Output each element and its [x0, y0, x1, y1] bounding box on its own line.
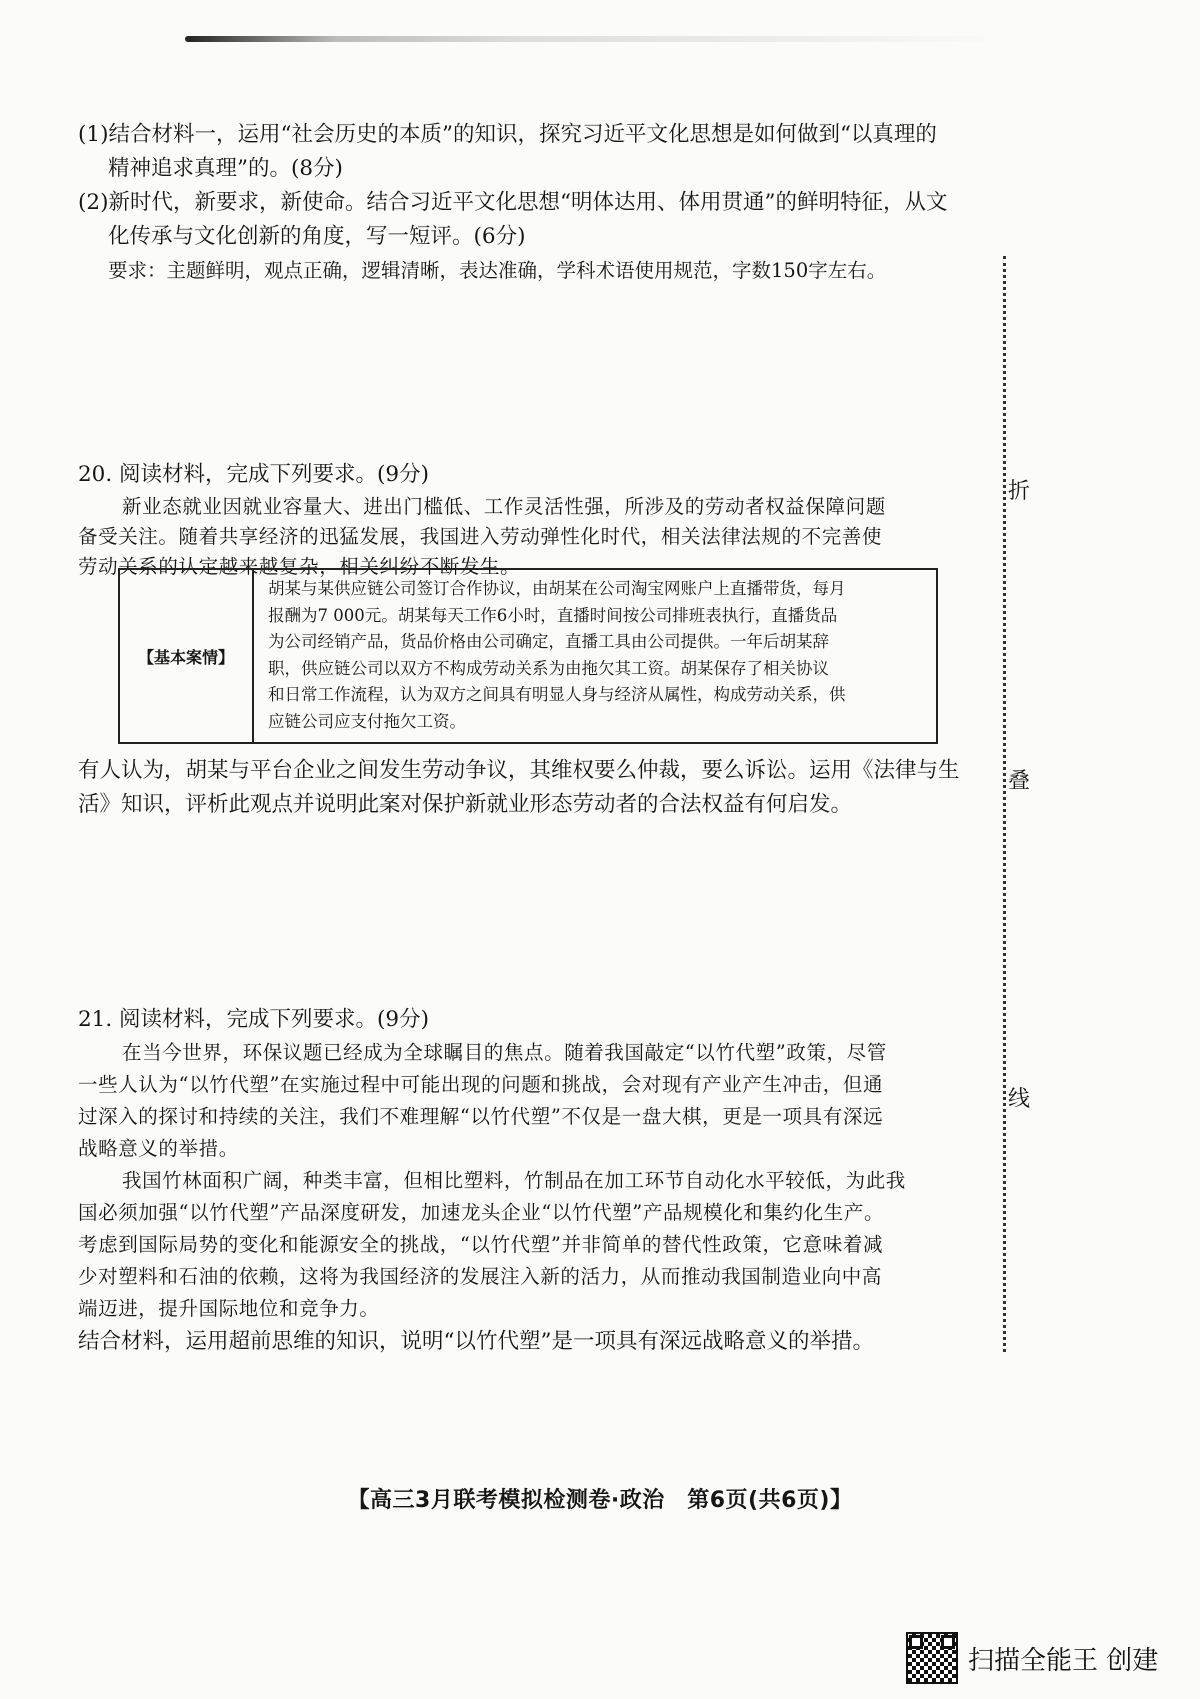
- q21-title: 21. 阅读材料，完成下列要求。(9分): [78, 1007, 429, 1032]
- fold-char-die: 叠: [1008, 758, 1030, 801]
- case-line: 和日常工作流程，认为双方之间具有明显人身与经济从属性，构成劳动关系，供: [268, 685, 846, 704]
- q21-para2-line: 国必须加强“以竹代塑”产品深度研发，加速龙头企业“以竹代塑”产品规模化和集约化生产。: [78, 1201, 885, 1224]
- q2-line2: 化传承与文化创新的角度，写一短评。(6分): [108, 224, 526, 249]
- q20-title: 20. 阅读材料，完成下列要求。(9分): [78, 462, 429, 487]
- top-questions: [78, 118, 958, 288]
- q20-question-line: 有人认为，胡某与平台企业之间发生劳动争议，其维权要么仲裁，要么诉讼。运用《法律与生: [78, 758, 960, 783]
- case-line: 为公司经销产品，货品价格由公司确定，直播工具由公司提供。一年后胡某辞: [268, 632, 829, 651]
- case-line: 报酬为7 000元。胡某每天工作6小时，直播时间按公司排班表执行，直播货品: [268, 605, 838, 625]
- q21-para2-line: 端迈进，提升国际地位和竞争力。: [78, 1297, 380, 1320]
- scanner-watermark: 扫描全能王 创建: [968, 1646, 1159, 1676]
- question-20: [78, 458, 958, 582]
- page-footer: 【高三3月联考模拟检测卷·政治 第6页(共6页)】: [347, 1488, 853, 1513]
- q21-para1-line: 一些人认为“以竹代塑”在实施过程中可能出现的问题和挑战，会对现有产业产生冲击，但通: [78, 1073, 884, 1096]
- fold-char-xian: 线: [1008, 1076, 1030, 1119]
- q20-material-line: 备受关注。随着共享经济的迅猛发展，我国进入劳动弹性化时代，相关法律法规的不完善使: [78, 525, 883, 548]
- q21-para2-line: 考虑到国际局势的变化和能源安全的挑战，“以竹代塑”并非简单的替代性政策，它意味着减: [78, 1233, 884, 1256]
- q20-material-line: 新业态就业因就业容量大、进出门槛低、工作灵活性强，所涉及的劳动者权益保障问题: [122, 495, 886, 518]
- q2-requirement: 要求：主题鲜明，观点正确，逻辑清晰，表达准确，学科术语使用规范，字数150字左右。: [108, 259, 887, 282]
- q2-line1: (2)新时代，新要求，新使命。结合习近平文化思想“明体达用、体用贯通”的鲜明特征，从文: [78, 190, 948, 215]
- qr-code-icon: [906, 1632, 958, 1684]
- q1-line2: 精神追求真理”的。(8分): [108, 156, 343, 181]
- q21-question: 结合材料，运用超前思维的知识，说明“以竹代塑”是一项具有深远战略意义的举措。: [78, 1329, 874, 1354]
- q21-para2-line: 我国竹林面积广阔，种类丰富，但相比塑料，竹制品在加工环节自动化水平较低，为此我: [122, 1169, 906, 1192]
- case-text: [254, 570, 936, 742]
- case-box: [118, 568, 938, 744]
- q21-para2-line: 少对塑料和石油的依赖，这将为我国经济的发展注入新的活力，从而推动我国制造业向中高: [78, 1265, 883, 1288]
- fold-dotted-line: [1003, 256, 1006, 1352]
- scan-edge-mark: [185, 36, 1015, 42]
- case-line: 职，供应链公司以双方不构成劳动关系为由拖欠其工资。胡某保存了相关协议: [268, 658, 829, 678]
- q1-line1: (1)结合材料一，运用“社会历史的本质”的知识，探究习近平文化思想是如何做到“以真理的: [78, 122, 937, 147]
- fold-char-zhe: 折: [1008, 468, 1030, 511]
- case-label: 【基本案情】: [120, 570, 254, 742]
- case-line: 胡某与某供应链公司签订合作协议，由胡某在公司淘宝网账户上直播带货，每月: [268, 579, 846, 598]
- q20-material-line: 劳动关系的认定越来越复杂，相关纠纷不断发生。: [78, 555, 521, 578]
- q20-question-line: 活》知识，评析此观点并说明此案对保护新就业形态劳动者的合法权益有何启发。: [78, 792, 853, 817]
- q21-para1-line: 战略意义的举措。: [78, 1137, 239, 1160]
- q20-question: [78, 754, 958, 822]
- q21-para1-line: 在当今世界，环保议题已经成为全球瞩目的焦点。随着我国敲定“以竹代塑”政策，尽管: [122, 1041, 887, 1064]
- case-line: 应链公司应支付拖欠工资。: [268, 711, 466, 731]
- q21-para1-line: 过深入的探讨和持续的关注，我们不难理解“以竹代塑”不仅是一盘大棋，更是一项具有深远: [78, 1105, 884, 1128]
- question-21: [78, 1003, 958, 1359]
